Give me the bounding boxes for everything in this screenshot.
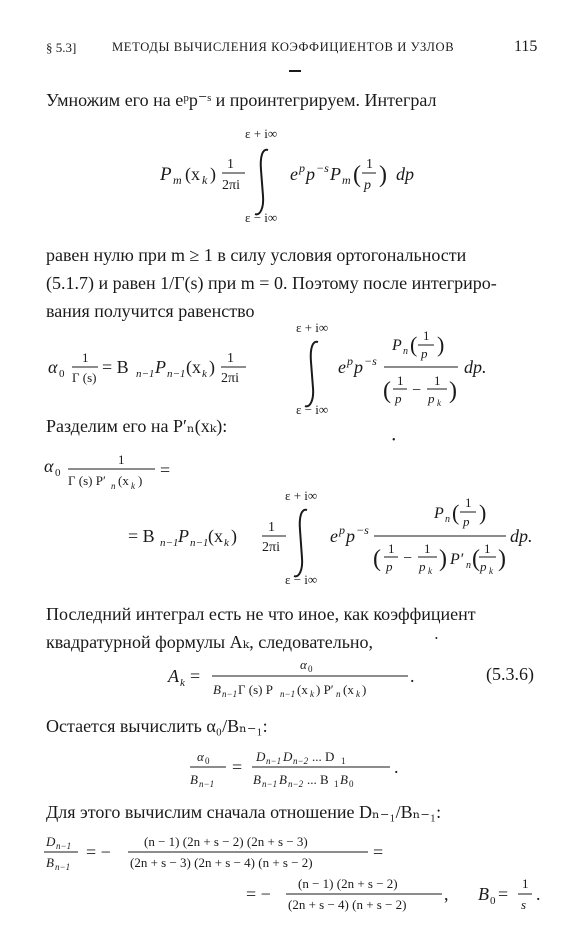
svg-text:=: = bbox=[190, 666, 201, 686]
svg-text:(2n + s − 3) (2n + s − 4) (n +: (2n + s − 3) (2n + s − 4) (n + s − 2) bbox=[130, 855, 313, 870]
svg-text:1: 1 bbox=[434, 373, 441, 388]
svg-text:(: ( bbox=[472, 546, 480, 572]
svg-text:k: k bbox=[437, 398, 441, 408]
svg-text:= B: = B bbox=[128, 526, 155, 546]
svg-text:−s: −s bbox=[316, 161, 329, 175]
paragraph-1: Умножим его на eᵖp⁻ˢ и проинтегрируем. Интеграл bbox=[46, 90, 437, 110]
svg-text:P: P bbox=[155, 357, 166, 377]
paragraph-3: Разделим его на P′ₙ(xₖ): bbox=[46, 416, 228, 436]
svg-text:−: − bbox=[412, 382, 422, 399]
paragraph-4: Последний интеграл есть не что иное, как коэффициент квадратурной формулы Aₖ, следовательно, bbox=[46, 604, 476, 652]
svg-text:1: 1 bbox=[227, 157, 234, 172]
svg-text:): ) bbox=[138, 473, 143, 488]
svg-text:(: ( bbox=[452, 500, 460, 525]
svg-text:k: k bbox=[489, 566, 493, 576]
svg-text:n−1: n−1 bbox=[160, 537, 179, 549]
svg-text:p: p bbox=[421, 346, 428, 361]
svg-text:dp: dp bbox=[396, 164, 414, 184]
svg-text:(n − 1) (2n + s − 2) (2n + s −: (n − 1) (2n + s − 2) (2n + s − 3) bbox=[144, 834, 308, 849]
svg-text:,: , bbox=[444, 884, 449, 904]
svg-text:... B: ... B bbox=[307, 772, 329, 787]
svg-text:n−1: n−1 bbox=[136, 368, 155, 380]
svg-text:p: p bbox=[386, 559, 393, 574]
svg-text:p: p bbox=[463, 514, 470, 529]
svg-text:p: p bbox=[364, 178, 371, 193]
paragraph-5: Остается вычислить α₀/Bₙ₋₁: bbox=[46, 716, 268, 736]
svg-text:(n − 1) (2n + s − 2): (n − 1) (2n + s − 2) bbox=[298, 876, 398, 891]
svg-text:n−2: n−2 bbox=[288, 779, 304, 789]
svg-text:p: p bbox=[480, 559, 487, 574]
svg-text:): ) bbox=[449, 378, 457, 404]
svg-text:1: 1 bbox=[388, 541, 395, 556]
svg-text:P: P bbox=[160, 164, 172, 185]
svg-text:... D: ... D bbox=[312, 749, 335, 764]
svg-text:(: ( bbox=[353, 162, 361, 188]
svg-text:B: B bbox=[279, 772, 287, 787]
svg-text:B: B bbox=[340, 772, 348, 787]
svg-text:0: 0 bbox=[349, 779, 354, 789]
equation-2-svg bbox=[0, 318, 586, 418]
svg-text:D: D bbox=[283, 749, 293, 764]
svg-text:P: P bbox=[392, 337, 402, 354]
svg-text:): ) bbox=[439, 546, 447, 572]
svg-text:B: B bbox=[478, 884, 489, 904]
svg-text:p: p bbox=[299, 161, 305, 175]
svg-text:P: P bbox=[330, 164, 341, 184]
svg-text:1: 1 bbox=[366, 157, 373, 172]
svg-text:n: n bbox=[466, 560, 471, 571]
limit-lower: ε − i∞ bbox=[245, 210, 278, 225]
svg-text:e: e bbox=[338, 357, 346, 377]
svg-text:p: p bbox=[395, 391, 402, 406]
svg-text:p: p bbox=[419, 559, 426, 574]
svg-text:s: s bbox=[521, 897, 527, 912]
svg-text:n−1: n−1 bbox=[55, 862, 71, 872]
svg-text:): ) bbox=[210, 164, 216, 184]
svg-text:1: 1 bbox=[423, 328, 430, 343]
svg-text:(x: (x bbox=[118, 473, 129, 488]
svg-text:dp.: dp. bbox=[464, 357, 487, 377]
svg-text:B: B bbox=[190, 772, 198, 787]
svg-text:): ) bbox=[379, 162, 387, 188]
svg-text:P′: P′ bbox=[450, 551, 464, 568]
svg-text:p: p bbox=[354, 357, 363, 377]
svg-text:n−1: n−1 bbox=[56, 841, 72, 851]
svg-text:n−1: n−1 bbox=[280, 689, 296, 699]
svg-text:k: k bbox=[202, 173, 208, 187]
svg-text:P: P bbox=[178, 526, 189, 546]
svg-text:k: k bbox=[310, 689, 314, 699]
svg-text:0: 0 bbox=[59, 368, 65, 380]
svg-text:k: k bbox=[356, 689, 360, 699]
svg-text:m: m bbox=[173, 173, 182, 187]
svg-text:p: p bbox=[306, 164, 315, 184]
svg-text:(: ( bbox=[383, 378, 391, 404]
svg-text:Γ (s) P′: Γ (s) P′ bbox=[68, 473, 106, 488]
svg-text:=: = bbox=[373, 842, 384, 862]
svg-text:ε − i∞: ε − i∞ bbox=[285, 572, 318, 587]
svg-text:=: = bbox=[160, 460, 171, 480]
svg-text:) P′: ) P′ bbox=[316, 682, 334, 697]
svg-text:P: P bbox=[434, 505, 444, 522]
svg-text:e: e bbox=[330, 526, 338, 546]
svg-text:n: n bbox=[111, 481, 116, 491]
svg-text:): ) bbox=[209, 357, 215, 377]
svg-text:−s: −s bbox=[356, 523, 369, 537]
equation-1-svg bbox=[0, 120, 586, 240]
stray-dot: • bbox=[392, 435, 396, 446]
svg-text:(: ( bbox=[410, 332, 418, 357]
svg-text:1: 1 bbox=[227, 351, 234, 366]
svg-text:0: 0 bbox=[490, 895, 496, 907]
integral-sign bbox=[255, 150, 268, 215]
svg-text:Γ (s) P: Γ (s) P bbox=[238, 682, 273, 697]
svg-text:= −: = − bbox=[246, 884, 271, 904]
svg-text:1: 1 bbox=[334, 779, 339, 789]
svg-text:): ) bbox=[362, 682, 367, 697]
svg-text:= B: = B bbox=[102, 357, 129, 377]
svg-text:ε − i∞: ε − i∞ bbox=[296, 402, 329, 417]
svg-text:0: 0 bbox=[205, 756, 210, 766]
svg-text:n: n bbox=[445, 514, 450, 525]
svg-text:α: α bbox=[300, 657, 307, 672]
svg-text:−s: −s bbox=[364, 354, 377, 368]
svg-text:k: k bbox=[202, 368, 207, 380]
svg-text:n−1: n−1 bbox=[266, 756, 282, 766]
stray-dot-2: • bbox=[435, 634, 438, 643]
running-title: МЕТОДЫ ВЫЧИСЛЕНИЯ КОЭФФИЦИЕНТОВ И УЗЛОВ bbox=[112, 40, 455, 54]
paragraph-2: равен нулю при m ≥ 1 в силу условия ортогональности (5.1.7) и равен 1/Γ(s) при m = 0. Поэтому после интегриро- вания получится равенство bbox=[46, 245, 497, 321]
svg-text:n−1: n−1 bbox=[190, 537, 209, 549]
svg-text:(x: (x bbox=[343, 682, 354, 697]
svg-text:Γ (s): Γ (s) bbox=[72, 370, 97, 385]
svg-text:(2n + s − 4) (n + s − 2): (2n + s − 4) (n + s − 2) bbox=[288, 897, 407, 912]
svg-text:A: A bbox=[168, 666, 179, 686]
paragraph-6: Для этого вычислим сначала отношение Dₙ₋₁/Bₙ₋₁: bbox=[46, 802, 442, 822]
svg-text:p: p bbox=[339, 523, 345, 537]
svg-text:k: k bbox=[428, 566, 432, 576]
svg-text:= −: = − bbox=[86, 842, 111, 862]
svg-text:n−1: n−1 bbox=[222, 689, 238, 699]
svg-text:B: B bbox=[46, 855, 54, 870]
svg-text:n: n bbox=[336, 689, 341, 699]
svg-text:2πi: 2πi bbox=[262, 540, 280, 555]
svg-text:k: k bbox=[131, 481, 135, 491]
page-number: 115 bbox=[514, 38, 538, 55]
section-ref: § 5.3] bbox=[46, 40, 77, 55]
svg-text:): ) bbox=[437, 332, 445, 357]
svg-text:n−1: n−1 bbox=[167, 368, 186, 380]
dash-mark bbox=[289, 70, 301, 72]
svg-text:D: D bbox=[46, 834, 56, 849]
svg-text:p: p bbox=[346, 526, 355, 546]
svg-text:dp.: dp. bbox=[510, 526, 533, 546]
svg-text:p: p bbox=[347, 354, 353, 368]
svg-text:D: D bbox=[256, 749, 266, 764]
svg-text:): ) bbox=[498, 546, 506, 572]
svg-text:): ) bbox=[479, 500, 487, 525]
equation-d-over-b-svg bbox=[0, 828, 586, 912]
svg-text:m: m bbox=[342, 173, 351, 187]
svg-text:1: 1 bbox=[397, 373, 404, 388]
svg-text:1: 1 bbox=[82, 350, 89, 365]
svg-text:n: n bbox=[403, 346, 408, 357]
svg-text:(x: (x bbox=[208, 526, 223, 546]
svg-text:2πi: 2πi bbox=[222, 178, 240, 193]
svg-text:=: = bbox=[232, 757, 243, 777]
svg-text:(x: (x bbox=[186, 357, 201, 377]
svg-text:e: e bbox=[290, 164, 298, 184]
running-header bbox=[0, 38, 586, 62]
svg-text:1: 1 bbox=[424, 541, 431, 556]
svg-text:(x: (x bbox=[185, 164, 200, 184]
svg-text:1: 1 bbox=[522, 876, 529, 891]
svg-text:α: α bbox=[197, 749, 204, 764]
svg-text:.: . bbox=[536, 884, 541, 904]
svg-text:1: 1 bbox=[268, 520, 275, 535]
svg-text:k: k bbox=[224, 537, 229, 549]
svg-text:2πi: 2πi bbox=[221, 371, 239, 386]
svg-text:−: − bbox=[403, 550, 413, 567]
equation-number: (5.3.6) bbox=[486, 664, 534, 684]
svg-text:.: . bbox=[410, 666, 415, 686]
svg-text:1: 1 bbox=[465, 495, 472, 510]
svg-text:(x: (x bbox=[297, 682, 308, 697]
svg-text:1: 1 bbox=[484, 541, 491, 556]
svg-text:ε + i∞: ε + i∞ bbox=[285, 488, 318, 503]
svg-text:α: α bbox=[48, 357, 58, 377]
svg-text:n−2: n−2 bbox=[293, 756, 309, 766]
svg-text:1: 1 bbox=[341, 756, 346, 766]
svg-text:0: 0 bbox=[55, 467, 61, 479]
svg-text:.: . bbox=[394, 757, 399, 777]
svg-text:B: B bbox=[253, 772, 261, 787]
equation-ratio-svg bbox=[0, 742, 586, 792]
svg-text:1: 1 bbox=[118, 452, 125, 467]
svg-text:ε + i∞: ε + i∞ bbox=[296, 320, 329, 335]
svg-text:n−1: n−1 bbox=[262, 779, 278, 789]
svg-text:k: k bbox=[180, 677, 185, 689]
svg-text:(: ( bbox=[373, 546, 381, 572]
svg-text:n−1: n−1 bbox=[199, 779, 215, 789]
svg-text:p: p bbox=[428, 391, 435, 406]
svg-text:0: 0 bbox=[308, 664, 313, 674]
svg-text:): ) bbox=[231, 526, 237, 546]
svg-text:B: B bbox=[213, 682, 221, 697]
limit-upper: ε + i∞ bbox=[245, 126, 278, 141]
equation-3-svg bbox=[0, 450, 586, 590]
svg-text:α: α bbox=[44, 456, 54, 476]
svg-text:=: = bbox=[498, 884, 509, 904]
